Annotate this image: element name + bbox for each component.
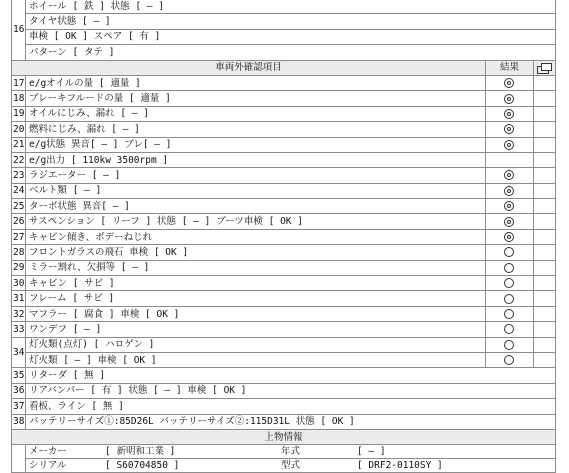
model-label: 型式: [280, 460, 300, 472]
serial-value: [ S60704850 ]: [105, 460, 180, 472]
result-circle-icon: [485, 306, 533, 321]
row-number: 31: [12, 291, 26, 306]
row-34-b: [12, 352, 556, 367]
check-item-text: 燃料にじみ、漏れ [ ― ]: [26, 122, 486, 137]
row-number: 32: [12, 306, 26, 321]
check-row: [12, 229, 556, 244]
check-row: [12, 183, 556, 198]
inspection-table: [11, 0, 556, 473]
check-row: [12, 122, 556, 137]
check-item-text: リアバンパー [ 有 ] 状態 [ ― ] 車検 [ OK ]: [26, 383, 556, 398]
check-row: [12, 152, 556, 167]
spare-line: 車検 [ OK ] スペア [ 有 ]: [26, 29, 555, 44]
check-row: [12, 260, 556, 275]
result-cell: [485, 152, 533, 167]
check-item-text: バッテリーサイズ①:85D26L バッテリーサイズ②:115D31L 状態 [ OK ]: [26, 414, 556, 429]
model-value: [ DRF2-0110SY ]: [356, 460, 443, 472]
row-number: 20: [12, 122, 26, 137]
upper-info-table: [26, 445, 555, 472]
check-item-text: キャビン傾き、ボデーねじれ: [26, 229, 486, 244]
check-item-text: ラジエーター [ ― ]: [26, 168, 486, 183]
result-circle-icon: [485, 276, 533, 291]
row-number: 38: [12, 414, 26, 429]
row-number: 21: [12, 137, 26, 152]
row-number: 35: [12, 368, 26, 383]
upper-info-header: [12, 429, 556, 444]
check-row: [12, 322, 556, 337]
result-circle-icon: [485, 322, 533, 337]
check-row: [12, 245, 556, 260]
tire-wheel-subtable: [26, 0, 555, 60]
section-title: 車両外確認項目: [12, 60, 486, 75]
result-double-circle-icon: [485, 106, 533, 121]
check-row: [12, 368, 556, 383]
check-item-text: キャビン [ サビ ]: [26, 276, 486, 291]
check-item-text: ターボ状態 異音[ ― ]: [26, 199, 486, 214]
row-34-a: [12, 337, 556, 352]
check-row: [12, 399, 556, 414]
year-label: 年式: [278, 445, 354, 459]
result-circle-icon: [485, 245, 533, 260]
check-row: [12, 214, 556, 229]
result-header: 結果: [485, 60, 533, 75]
check-item-text: 看板、ライン [ 無 ]: [26, 399, 556, 414]
check-item-text: リターダ [ 無 ]: [26, 368, 556, 383]
row-number: 26: [12, 214, 26, 229]
check-row: [12, 291, 556, 306]
check-row: [12, 168, 556, 183]
check-row: [12, 276, 556, 291]
row-16: [12, 0, 556, 60]
check-row: [12, 75, 556, 90]
check-item-text: オイルにじみ、漏れ [ ― ]: [26, 106, 486, 121]
row-number: 29: [12, 260, 26, 275]
row-number: 30: [12, 276, 26, 291]
row-number: 27: [12, 229, 26, 244]
check-item-text: ベルト類 [ ― ]: [26, 183, 486, 198]
serial-label: シリアル: [29, 460, 67, 472]
result-double-circle-icon: [485, 214, 533, 229]
row-number: 24: [12, 183, 26, 198]
wheel-line: ホイール [ 鉄 ] 状態 [ ― ]: [26, 0, 555, 14]
check-row: [12, 137, 556, 152]
check-row: [12, 199, 556, 214]
row-number: 25: [12, 199, 26, 214]
check-item-text: ワンデフ [ ― ]: [26, 322, 486, 337]
check-row: [12, 91, 556, 106]
row-number: 33: [12, 322, 26, 337]
row-number: 28: [12, 245, 26, 260]
check-item-text: e/g状態 異音[ ― ] ブレ[ ― ]: [26, 137, 486, 152]
row-number: 18: [12, 91, 26, 106]
row-number: 34: [12, 337, 26, 368]
maker-label: メーカー: [26, 445, 102, 459]
pattern-line: パターン [ タテ ]: [29, 46, 115, 58]
check-item-text: サスペンション [ リーフ ] 状態 [ ― ] ブーツ車検 [ OK ]: [26, 214, 486, 229]
row-number: 17: [12, 75, 26, 90]
check-item-text: 灯火類(点灯) [ ハロゲン ]: [26, 337, 486, 352]
maker-value: [ 新明和工業 ]: [102, 445, 278, 459]
tire-state-line: タイヤ状態 [ ― ]: [26, 14, 555, 29]
check-item-text: e/gオイルの量 [ 適量 ]: [26, 75, 486, 90]
result-circle-icon: [485, 291, 533, 306]
check-item-text: e/g出力 [ 110kw 3500rpm ]: [26, 152, 486, 167]
check-row: [12, 306, 556, 321]
result-double-circle-icon: [485, 229, 533, 244]
check-item-text: 灯火類 [ ― ] 車検 [ OK ]: [26, 352, 486, 367]
row-number: 36: [12, 383, 26, 398]
expand-icon[interactable]: [533, 60, 555, 75]
row-number: 22: [12, 152, 26, 167]
check-section-header: [12, 60, 556, 75]
result-double-circle-icon: [485, 122, 533, 137]
result-circle-icon: [485, 260, 533, 275]
inspection-sheet: [11, 0, 556, 473]
row-number: 19: [12, 106, 26, 121]
check-item-text: フロントガラスの飛石 車検 [ OK ]: [26, 245, 486, 260]
result-double-circle-icon: [485, 75, 533, 90]
check-row: [12, 414, 556, 429]
check-item-text: ブレーキフルードの量 [ 適量 ]: [26, 91, 486, 106]
check-item-text: マフラー [ 腐食 ] 車検 [ OK ]: [26, 306, 486, 321]
row-number: 23: [12, 168, 26, 183]
result-double-circle-icon: [485, 168, 533, 183]
upper-info-row: [12, 445, 556, 473]
check-row: [12, 383, 556, 398]
row-number: 16: [12, 0, 26, 60]
result-double-circle-icon: [485, 199, 533, 214]
result-double-circle-icon: [485, 183, 533, 198]
year-value: [ ― ]: [354, 445, 555, 459]
check-item-text: フレーム [ サビ ]: [26, 291, 486, 306]
result-double-circle-icon: [485, 91, 533, 106]
check-row: [12, 106, 556, 121]
result-double-circle-icon: [485, 137, 533, 152]
result-circle-icon: [485, 352, 533, 367]
check-item-text: ミラー割れ、欠損等 [ ― ]: [26, 260, 486, 275]
upper-info-title: 上物情報: [12, 429, 556, 444]
result-circle-icon: [485, 337, 533, 352]
row-number: 37: [12, 399, 26, 414]
